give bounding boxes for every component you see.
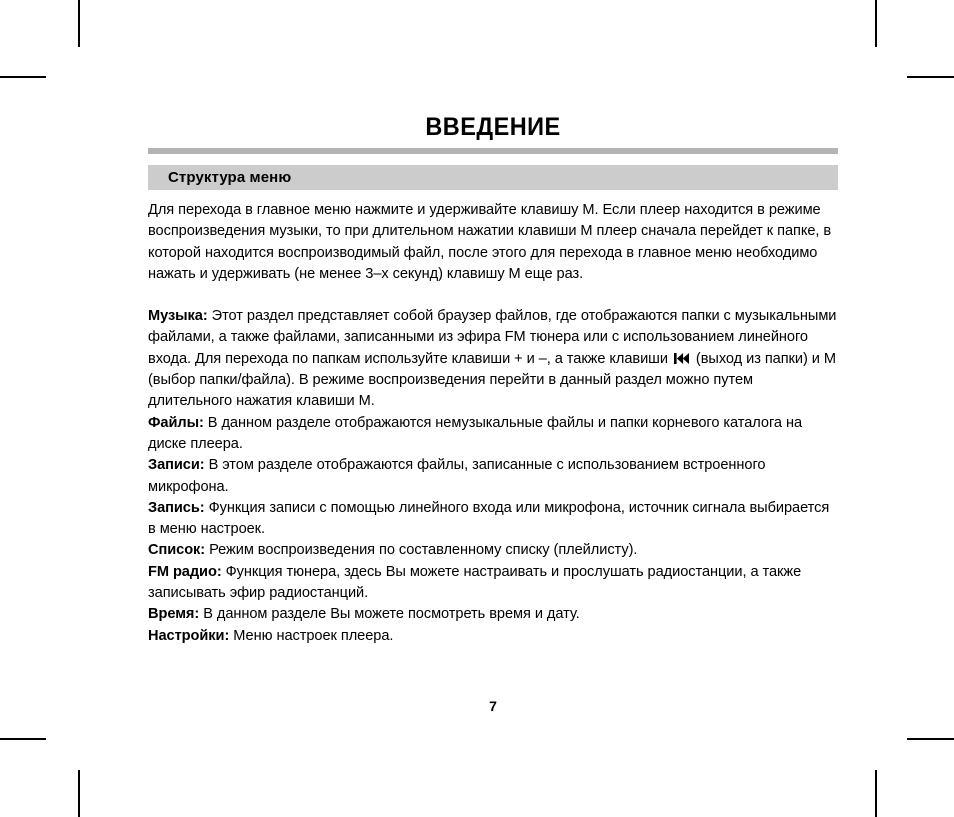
menu-entry-label-settings: Настройки: (148, 627, 230, 644)
menu-entry-label-music: Музыка: (148, 308, 208, 325)
crop-mark-top-right-horizontal (907, 76, 954, 78)
crop-mark-bottom-right-horizontal (907, 738, 954, 740)
menu-entry-text-settings: Меню настроек плеера. (229, 627, 394, 644)
section-heading-band (148, 165, 838, 190)
menu-entry-playlist (148, 540, 840, 561)
intro-paragraph: Для перехода в главное меню нажмите и удерживайте клавишу М. Если плеер находится в режиме воспроизведения музыки, то при длительном нажатии клавиши М плеер сначала перейдет к папке, в которой находится воспроизводимый файл, после этого для перехода в главное меню необходимо нажать и удерживать (не менее 3–х секунд) клавишу М еще раз. (148, 202, 832, 282)
page-title: ВВЕДЕНИЕ (425, 113, 561, 141)
body-text-column (148, 200, 840, 647)
page-number: 7 (489, 698, 497, 714)
menu-entry-fm-radio (148, 562, 840, 605)
title-divider-rule (148, 148, 838, 154)
crop-mark-bottom-left-vertical (78, 770, 80, 817)
previous-track-icon (674, 353, 689, 364)
menu-entry-text-record: Функция записи с помощью линейного входа или микрофона, источник сигнала выбирается в меню настроек. (148, 499, 830, 538)
crop-mark-bottom-right-vertical (875, 770, 877, 817)
menu-entry-label-record: Запись: (148, 499, 205, 516)
crop-mark-top-right-vertical (875, 0, 877, 47)
menu-entry-text-fm-radio: Функция тюнера, здесь Вы можете настраивать и прослушать радиостанции, а также записывать эфир радиостанций. (148, 563, 802, 602)
menu-entry-recordings (148, 455, 840, 498)
section-heading-label: Структура меню (168, 169, 292, 186)
menu-entry-text-playlist: Режим воспроизведения по составленному списку (плейлисту). (205, 542, 638, 559)
menu-entry-music (148, 306, 840, 412)
menu-entry-text-time: В данном разделе Вы можете посмотреть время и дату. (199, 606, 580, 623)
menu-entry-text-files: В данном разделе отображаются немузыкальные файлы и папки корневого каталога на диске плеера. (148, 414, 803, 452)
menu-entry-text-music-before-icon: Этот раздел представляет собой браузер файлов, где отображаются папки с музыкальными файлами, а также файлами, записанными из эфира FM тюнера или с использованием линейного входа. Для перехода по папкам используйте клавиши + и –, а также клавиши (148, 308, 837, 367)
menu-entry-label-recordings: Записи: (148, 457, 205, 474)
menu-entry-time (148, 604, 840, 625)
crop-mark-top-left-horizontal (0, 76, 46, 78)
manual-page (148, 0, 838, 817)
menu-entry-text-recordings: В этом разделе отображаются файлы, записанные с использованием встроенного микрофона. (148, 457, 766, 495)
menu-entry-label-time: Время: (148, 606, 200, 623)
menu-entry-label-fm-radio: FM радио: (148, 563, 222, 580)
menu-entry-record (148, 498, 840, 541)
menu-entry-label-playlist: Список: (148, 542, 206, 559)
crop-mark-bottom-left-horizontal (0, 738, 46, 740)
menu-entry-files (148, 413, 840, 456)
menu-entry-label-files: Файлы: (148, 414, 204, 431)
menu-entry-text-music-after-icon: (выход из папки) и М (выбор папки/файла). В режиме воспроизведения перейти в данный раздел можно путем длительного нажатия клавиши М. (148, 350, 836, 410)
menu-entry-settings (148, 626, 840, 647)
crop-mark-top-left-vertical (78, 0, 80, 47)
